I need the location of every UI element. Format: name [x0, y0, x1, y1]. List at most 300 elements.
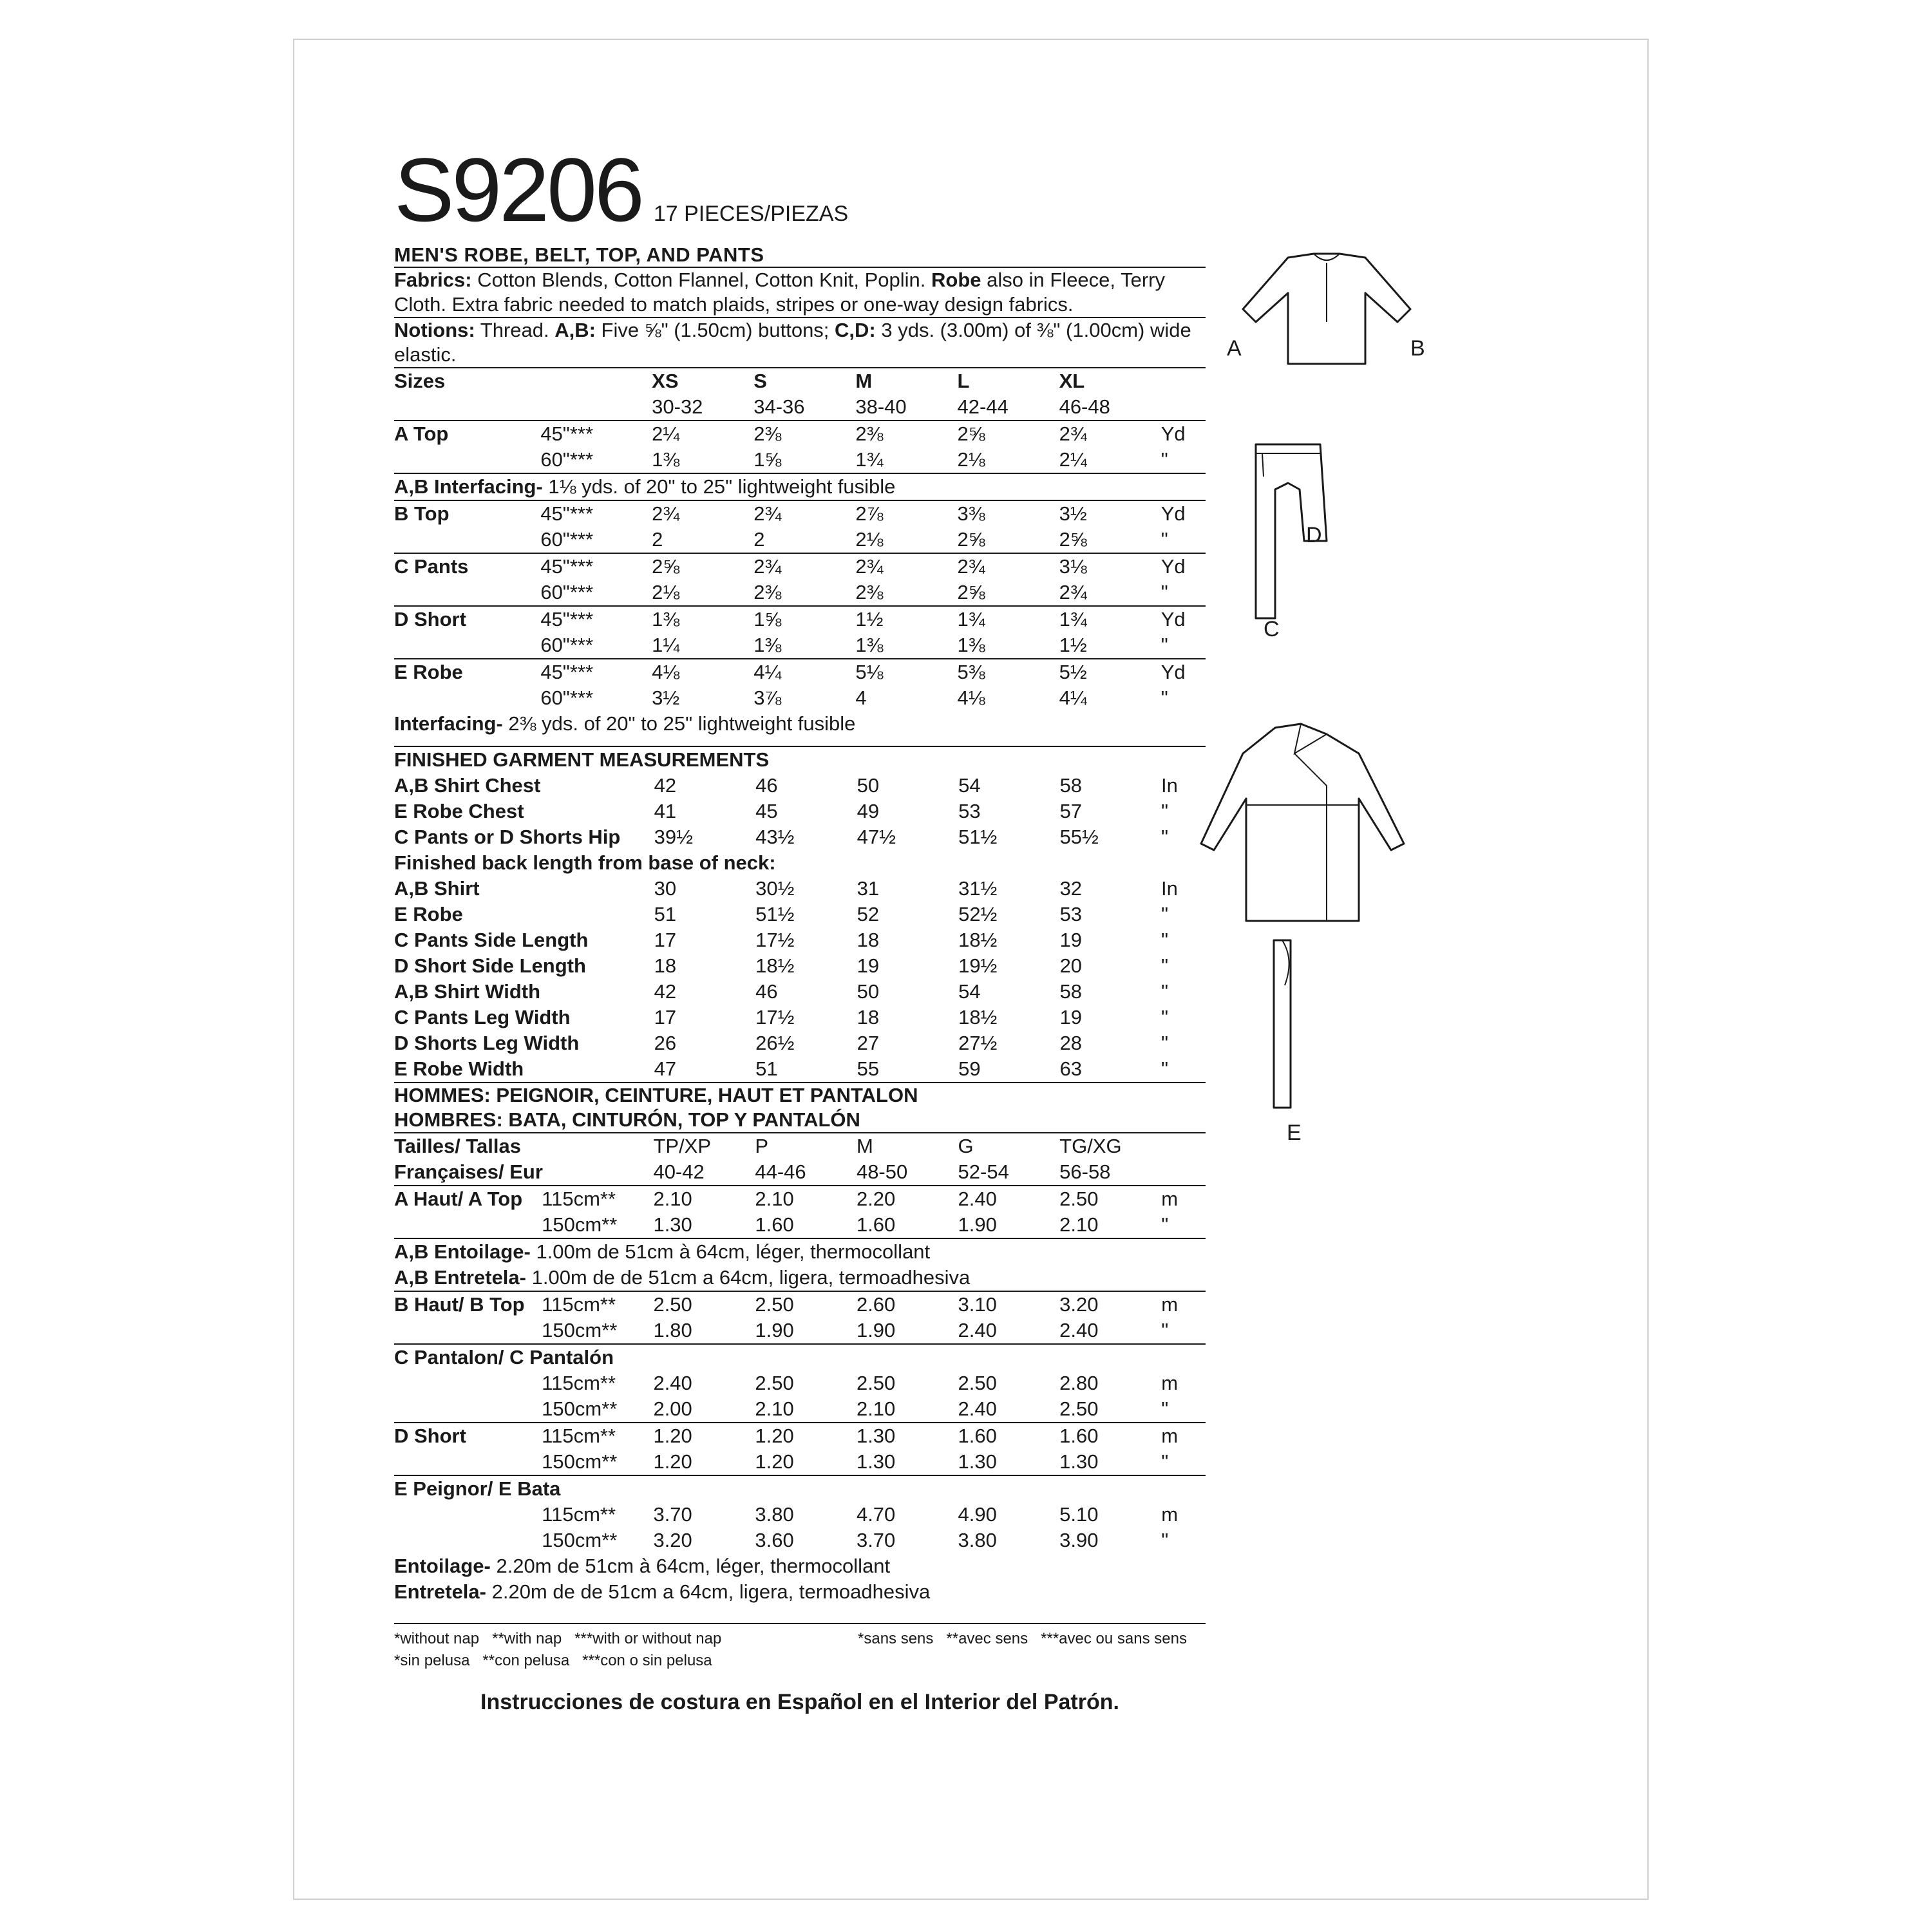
yardage-value: 2¾	[1059, 421, 1161, 447]
yardage-value: 3.70	[653, 1503, 692, 1526]
text-label: Entoilage-	[394, 1555, 491, 1577]
measurement-label: D Shorts Leg Width	[394, 1032, 580, 1054]
table-row	[394, 659, 1206, 685]
sizes-row	[394, 368, 1206, 394]
yardage-value: 5⅜	[957, 659, 1059, 685]
unit: "	[1161, 1057, 1169, 1080]
measurement-value: 47½	[857, 826, 896, 848]
text-cell	[394, 1579, 1206, 1605]
text-value: 2⅜ yds. of 20" to 25" lightweight fusible	[502, 712, 856, 735]
yardage-value: 2.40	[958, 1319, 997, 1341]
yardage-value: 1½	[1059, 634, 1087, 656]
yardage-value: 4¼	[753, 659, 855, 685]
yardage-value: 2.40	[958, 1397, 997, 1420]
row-label	[394, 580, 540, 606]
pattern-title: MEN'S ROBE, BELT, TOP, AND PANTS	[394, 243, 764, 266]
footnote-en: *without nap **with nap ***with or without nap	[394, 1630, 722, 1647]
measurement-value: 18½	[958, 929, 998, 951]
yardage-value: 2⅝	[652, 553, 753, 580]
text-row	[394, 1579, 1206, 1605]
yardage-value: 4⅛	[957, 687, 985, 709]
unit: m	[1161, 1372, 1179, 1394]
yardage-value: 1.80	[653, 1319, 692, 1341]
fabric-width: 150cm**	[542, 1529, 618, 1551]
unit: Yd	[1161, 421, 1206, 447]
measurement-value: 31	[857, 877, 880, 900]
header	[394, 139, 1206, 240]
yardage-value: 1.60	[856, 1213, 896, 1236]
text-label: Interfacing-	[394, 712, 503, 735]
text-label: Entretela-	[394, 1580, 486, 1603]
yardage-value: 2⅝	[957, 581, 985, 603]
measurement-label: E Robe Width	[394, 1057, 524, 1080]
notions-text	[394, 318, 1206, 367]
measurement-value: 54	[958, 980, 981, 1003]
yardage-value: 1⅜	[855, 634, 884, 656]
footnotes	[394, 1628, 1206, 1672]
measurement-label: A,B Shirt Width	[394, 980, 541, 1003]
yardage-value: 2.40	[1059, 1319, 1099, 1341]
measurement-row	[394, 824, 1206, 850]
measurement-value: 27	[857, 1032, 880, 1054]
text-value: 1.00m de 51cm à 64cm, léger, thermocollant	[530, 1240, 931, 1263]
fabrics-label: Fabrics:	[394, 269, 472, 291]
footnote-fr: *sans sens **avec sens ***avec ou sans sens	[858, 1630, 1187, 1647]
measurement-row	[394, 1056, 1206, 1082]
fabric-width: 115cm**	[542, 1372, 616, 1394]
yardage-value: 1.90	[856, 1319, 896, 1341]
measurement-row	[394, 953, 1206, 979]
fabric-width: 45"***	[540, 421, 652, 447]
sizes-label: Sizes	[394, 368, 540, 394]
text-cell	[394, 1553, 1206, 1579]
text-cell	[394, 473, 1206, 500]
notions-ab-label: A,B:	[554, 319, 596, 341]
measurement-row	[394, 876, 1206, 902]
measurement-value: 59	[958, 1057, 981, 1080]
measurement-value: 31½	[958, 877, 998, 900]
table-row	[394, 632, 1206, 659]
row-label	[394, 447, 540, 473]
yardage-value: 1.30	[856, 1450, 896, 1473]
yardage-value: 4⅛	[652, 659, 753, 685]
yardage-value: 1.20	[653, 1450, 692, 1473]
fabric-width: 45"***	[540, 659, 652, 685]
yardage-value: 2⅜	[855, 421, 957, 447]
notions-buttons: Five ⅝" (1.50cm) buttons;	[595, 319, 835, 341]
fabric-width: 45"***	[540, 500, 652, 527]
measurement-label: C Pants or D Shorts Hip	[394, 826, 621, 848]
row-label: E Peignor/ E Bata	[394, 1475, 1206, 1502]
row-label: D Short	[394, 1423, 542, 1449]
yardage-value: 2¼	[652, 421, 753, 447]
unit	[1161, 1159, 1206, 1186]
title-es: HOMBRES: BATA, CINTURÓN, TOP Y PANTALÓN	[394, 1108, 860, 1131]
size-range: 40-42	[653, 1160, 705, 1183]
divider	[394, 1623, 1206, 1624]
unit: Yd	[1161, 659, 1206, 685]
measurement-value: 43½	[755, 826, 795, 848]
yardage-value: 2.50	[1059, 1397, 1099, 1420]
top-illustration	[1224, 245, 1430, 374]
notions-label: Notions:	[394, 319, 475, 341]
yardage-value: 2⅛	[652, 581, 680, 603]
fabric-width: 150cm**	[542, 1397, 618, 1420]
measurement-value: 39½	[654, 826, 693, 848]
yardage-value: 3.90	[1059, 1529, 1099, 1551]
measurement-value: 51	[654, 903, 677, 925]
row-label: B Top	[394, 500, 540, 527]
piece-count: 17 PIECES/PIEZAS	[653, 202, 849, 226]
unit	[1161, 1133, 1206, 1159]
fabric-width: 60"***	[540, 687, 594, 709]
measurement-value: 26½	[755, 1032, 795, 1054]
table-row	[394, 1344, 1206, 1370]
yardage-value: 1.20	[653, 1423, 755, 1449]
row-label	[394, 1370, 542, 1396]
measurement-value: 20	[1059, 954, 1083, 977]
fabric-width: 115cm**	[542, 1291, 653, 1318]
unit: "	[1161, 903, 1169, 925]
yardage-value: 2⅛	[957, 448, 985, 471]
pattern-code: S9206	[394, 139, 642, 240]
yardage-value: 3.60	[755, 1529, 794, 1551]
yardage-value: 2.10	[653, 1186, 755, 1212]
size-name: XL	[1059, 368, 1161, 394]
yardage-value: 2⅜	[753, 581, 782, 603]
yardage-value: 2⅜	[855, 581, 884, 603]
yardage-value: 2.50	[755, 1291, 857, 1318]
row-label: B Haut/ B Top	[394, 1291, 542, 1318]
illus-label-d: D	[1306, 523, 1322, 547]
measurement-value: 19	[1059, 929, 1083, 951]
fabric-width: 150cm**	[542, 1319, 618, 1341]
sizes-label: Tailles/ Tallas	[394, 1133, 653, 1159]
fabric-width: 115cm**	[542, 1503, 616, 1526]
measurement-value: 58	[1059, 774, 1083, 797]
yardage-value: 2.10	[1059, 1213, 1099, 1236]
row-label	[394, 1502, 542, 1528]
text-row	[394, 473, 1206, 500]
size-range: 38-40	[855, 395, 907, 418]
row-label: E Robe	[394, 659, 540, 685]
yardage-value: 2.40	[958, 1186, 1060, 1212]
text-row	[394, 1553, 1206, 1579]
size-range: 56-58	[1059, 1160, 1111, 1183]
measurement-value: 19	[857, 954, 880, 977]
yardage-value: 1.30	[857, 1423, 958, 1449]
size-range: 42-44	[957, 395, 1009, 418]
yardage-value: 2.50	[856, 1372, 896, 1394]
row-label: D Short	[394, 606, 540, 632]
size-range: 34-36	[753, 395, 805, 418]
yardage-value: 1.60	[958, 1423, 1060, 1449]
yardage-value: 1½	[855, 606, 957, 632]
footnote-es: *sin pelusa **con pelusa ***con o sin pelusa	[394, 1652, 712, 1669]
size-name: TP/XP	[653, 1133, 755, 1159]
yardage-value: 1.30	[958, 1450, 997, 1473]
unit: "	[1161, 826, 1169, 848]
yardage-value: 2.50	[755, 1372, 794, 1394]
row-label: A Top	[394, 421, 540, 447]
unit: "	[1160, 581, 1168, 603]
unit: In	[1161, 877, 1178, 900]
yardage-value: 1⅜	[652, 606, 753, 632]
table-row	[394, 527, 1206, 553]
row-label	[394, 527, 540, 553]
row-label	[394, 1528, 542, 1553]
table-row	[394, 447, 1206, 473]
table-row	[394, 1475, 1206, 1502]
row-label	[394, 632, 540, 659]
yardage-value: 2⅜	[753, 421, 855, 447]
measurement-value: 50	[857, 774, 880, 797]
section-heading-row	[394, 746, 1206, 773]
yardage-value: 2.10	[755, 1186, 857, 1212]
measurement-value: 45	[755, 800, 778, 822]
yardage-value: 2⅞	[855, 500, 957, 527]
size-name: XS	[652, 368, 753, 394]
yardage-value: 2.10	[755, 1397, 794, 1420]
unit: "	[1160, 687, 1168, 709]
yardage-value: 2.80	[1059, 1372, 1099, 1394]
size-name: TG/XG	[1059, 1133, 1161, 1159]
unit: "	[1161, 954, 1169, 977]
yardage-value: 1.60	[755, 1213, 794, 1236]
text-value: 2.20m de 51cm à 64cm, léger, thermocollant	[490, 1555, 891, 1577]
table-row	[394, 1186, 1206, 1212]
measurement-value: 51	[755, 1057, 778, 1080]
unit: m	[1161, 1503, 1179, 1526]
yardage-value: 2¾	[753, 500, 855, 527]
table-row	[394, 1449, 1206, 1475]
measurement-value: 30½	[755, 877, 795, 900]
yardage-value: 1¾	[855, 448, 884, 471]
fabric-width: 150cm**	[542, 1213, 618, 1236]
yardage-value: 3⅜	[957, 500, 1059, 527]
yardage-value: 2¼	[1059, 448, 1087, 471]
measurement-value: 55½	[1059, 826, 1099, 848]
measurement-value: 58	[1059, 980, 1083, 1003]
yardage-value: 1.90	[755, 1319, 794, 1341]
text-value: 1.00m de de 51cm a 64cm, ligera, termoadhesiva	[526, 1266, 971, 1289]
measurement-label: D Short Side Length	[394, 954, 586, 977]
measurement-label: A,B Shirt Chest	[394, 774, 541, 797]
yardage-value: 3.20	[653, 1529, 692, 1551]
fabric-width: 60"***	[540, 448, 594, 471]
size-name: M	[857, 1133, 958, 1159]
size-range: 52-54	[958, 1160, 1009, 1183]
unit: "	[1161, 929, 1169, 951]
intl-sizes-row	[394, 1133, 1206, 1159]
measurement-value: 18	[654, 954, 677, 977]
illus-label-e: E	[1287, 1121, 1302, 1145]
measurement-value: 18	[857, 1006, 880, 1028]
row-label	[394, 1449, 542, 1475]
yardage-value: 1¼	[652, 634, 680, 656]
measurement-row	[394, 979, 1206, 1005]
measurement-value: 42	[654, 980, 677, 1003]
size-name: P	[755, 1133, 857, 1159]
text-label: A,B Entoilage-	[394, 1240, 531, 1263]
unit: "	[1161, 1529, 1169, 1551]
measurement-value: 63	[1059, 1057, 1083, 1080]
unit: "	[1161, 980, 1169, 1003]
measurement-value: 17	[654, 929, 677, 951]
illus-label-b: B	[1410, 336, 1425, 361]
measurement-row	[394, 773, 1206, 799]
measurement-value: 53	[1059, 903, 1083, 925]
yardage-value: 3.70	[856, 1529, 896, 1551]
yardage-value: 1.60	[1059, 1423, 1161, 1449]
table-row	[394, 1423, 1206, 1449]
row-label: A Haut/ A Top	[394, 1186, 542, 1212]
unit: Yd	[1161, 553, 1206, 580]
text-value: 1⅛ yds. of 20" to 25" lightweight fusible	[542, 475, 896, 498]
measurement-value: 18½	[755, 954, 795, 977]
notions-elastic: 3 yds. (3.00m) of ⅜" (1.00cm) wide elastic.	[394, 319, 1191, 366]
robe-illustration	[1198, 715, 1417, 1114]
yardage-value: 1⅜	[957, 634, 985, 656]
measurement-value: 17	[654, 1006, 677, 1028]
text-value: 2.20m de de 51cm a 64cm, ligera, termoadhesiva	[486, 1580, 931, 1603]
size-name: S	[753, 368, 855, 394]
measurement-value: 19	[1059, 1006, 1083, 1028]
measurement-row	[394, 927, 1206, 953]
yardage-value: 2¾	[652, 500, 753, 527]
yardage-value: 2.60	[857, 1291, 958, 1318]
fabric-width: 60"***	[540, 634, 594, 656]
measurement-value: 51½	[755, 903, 795, 925]
text-row	[394, 1265, 1206, 1291]
fabric-width: 45"***	[540, 606, 652, 632]
yardage-value: 2¾	[855, 553, 957, 580]
yardage-value: 2.50	[1059, 1186, 1161, 1212]
title-fr: HOMMES: PEIGNOIR, CEINTURE, HAUT ET PANTALON	[394, 1084, 918, 1106]
yardage-value: 3½	[1059, 500, 1161, 527]
unit: "	[1160, 448, 1168, 471]
intl-ranges-row	[394, 1159, 1206, 1186]
notions-thread: Thread.	[475, 319, 555, 341]
size-name: G	[958, 1133, 1060, 1159]
measurement-value: 53	[958, 800, 981, 822]
row-label: C Pantalon/ C Pantalón	[394, 1344, 1206, 1370]
text-cell	[394, 1265, 1206, 1291]
yardage-value: 3⅛	[1059, 553, 1161, 580]
yardage-value: 3.10	[958, 1291, 1060, 1318]
unit: "	[1160, 634, 1168, 656]
unit: m	[1161, 1186, 1206, 1212]
size-range: 30-32	[652, 395, 703, 418]
measurement-label: E Robe	[394, 903, 463, 925]
intl-table	[394, 1082, 1206, 1605]
yardage-value: 2.40	[653, 1372, 692, 1394]
measurement-value: 42	[654, 774, 677, 797]
measurement-value: 57	[1059, 800, 1083, 822]
fabric-width: 115cm**	[542, 1186, 653, 1212]
yardage-value: 2.10	[856, 1397, 896, 1420]
size-range: 48-50	[856, 1160, 908, 1183]
fabric-width: 115cm**	[542, 1423, 653, 1449]
measurement-row	[394, 1005, 1206, 1030]
text-label: A,B Interfacing-	[394, 475, 543, 498]
row-label	[394, 685, 540, 711]
table-row	[394, 553, 1206, 580]
fabric-width: 60"***	[540, 528, 594, 551]
text-row	[394, 1238, 1206, 1265]
table-row	[394, 421, 1206, 447]
yardage-value: 1.20	[755, 1450, 794, 1473]
robe-fabrics: also in Fleece, Terry Cloth. Extra fabric needed to match plaids, stripes or one-way design fabrics.	[394, 269, 1165, 316]
pants-illustration	[1243, 438, 1340, 625]
unit: In	[1161, 774, 1178, 797]
yardage-value: 2.00	[653, 1397, 692, 1420]
robe-label: Robe	[931, 269, 981, 291]
intl-title-row	[394, 1083, 1206, 1133]
sizes-range-row	[394, 394, 1206, 421]
yardage-value: 2.50	[958, 1372, 997, 1394]
yardage-value: 2.50	[653, 1291, 755, 1318]
notions-cd-label: C,D:	[835, 319, 876, 341]
yardage-value: 2¾	[1059, 581, 1087, 603]
unit: "	[1161, 1032, 1169, 1054]
measurement-value: 46	[755, 774, 778, 797]
size-range: 46-48	[1059, 395, 1110, 418]
yardage-value: 3.80	[958, 1529, 997, 1551]
measurement-value: 51½	[958, 826, 998, 848]
yardage-value: 2⅝	[1059, 528, 1087, 551]
yardage-value: 2.20	[857, 1186, 958, 1212]
measurement-label: E Robe Chest	[394, 800, 524, 822]
yardage-value: 3.20	[1059, 1291, 1161, 1318]
yardage-value: 1⅜	[753, 634, 782, 656]
measurement-value: 18½	[958, 1006, 998, 1028]
row-label	[394, 1318, 542, 1344]
measurement-row	[394, 902, 1206, 927]
yardage-value: 4	[855, 687, 867, 709]
measurement-value: 52½	[958, 903, 998, 925]
spanish-instructions-note: Instrucciones de costura en Español en el Interior del Patrón.	[480, 1690, 1119, 1714]
measurement-row	[394, 799, 1206, 824]
fabric-width: 45"***	[540, 553, 652, 580]
finished-heading: FINISHED GARMENT MEASUREMENTS	[394, 746, 1206, 773]
unit: "	[1161, 1450, 1169, 1473]
unit: "	[1161, 1397, 1169, 1420]
measurement-row	[394, 1030, 1206, 1056]
table-row	[394, 1502, 1206, 1528]
table-row	[394, 1528, 1206, 1553]
row-label	[394, 1212, 542, 1238]
text-cell	[394, 711, 1206, 737]
table-row	[394, 1212, 1206, 1238]
fabric-width: 150cm**	[542, 1450, 618, 1473]
yardage-value: 2¾	[753, 553, 855, 580]
yardage-value: 5.10	[1059, 1503, 1099, 1526]
unit: Yd	[1161, 500, 1206, 527]
yardage-value: 3.80	[755, 1503, 794, 1526]
text-label: A,B Entretela-	[394, 1266, 526, 1289]
fabrics-list: Cotton Blends, Cotton Flannel, Cotton Knit, Poplin.	[471, 269, 932, 291]
yardage-value: 5⅛	[855, 659, 957, 685]
measurement-label: A,B Shirt	[394, 877, 480, 900]
yardage-value: 5½	[1059, 659, 1161, 685]
intl-titles	[394, 1083, 1206, 1133]
unit: "	[1161, 800, 1169, 822]
yardage-value: 2	[753, 528, 765, 551]
table-row	[394, 1370, 1206, 1396]
illus-label-c: C	[1264, 617, 1280, 641]
measurement-value: 55	[857, 1057, 880, 1080]
